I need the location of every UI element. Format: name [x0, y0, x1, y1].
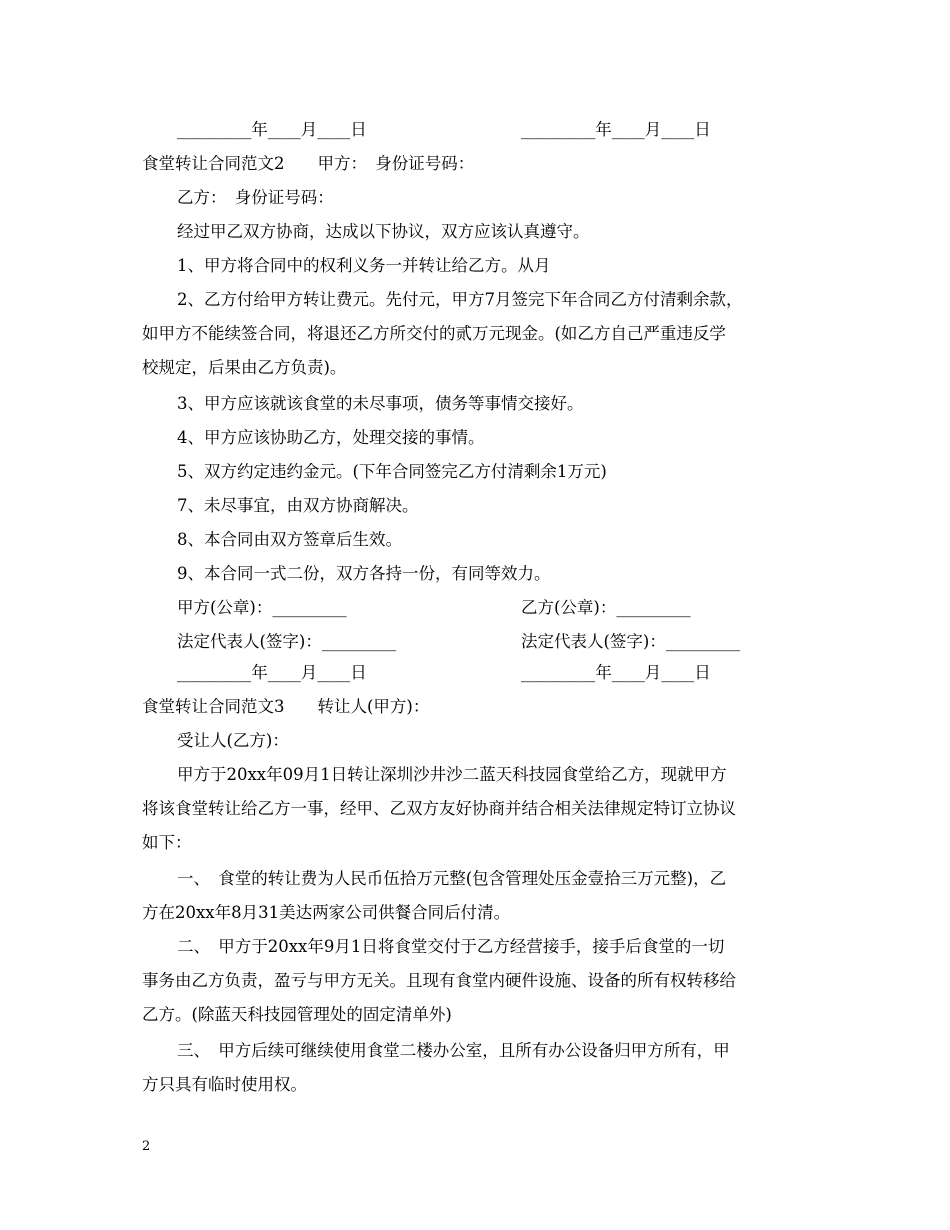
text-line: 方在20xx年8月31美达两家公司供餐合同后付清。 [142, 903, 511, 922]
text-line: 事务由乙方负责，盈亏与甲方无关。且现有食堂内硬件设施、设备的所有权转移给 [142, 971, 736, 990]
clause-7: 7、未尽事宜，由双方协商解决。 [177, 496, 419, 515]
date-line-left-1: _________年____月____日 [177, 120, 367, 139]
text-line: 乙方： 身份证号码： [177, 188, 334, 207]
section-heading-2: 食堂转让合同范文2 甲方： 身份证号码： [142, 154, 475, 173]
text-line: 如甲方不能续签合同，将退还乙方所交付的贰万元现金。(如乙方自己严重违反学 [142, 324, 726, 343]
clause-5: 5、双方约定违约金元。(下年合同签完乙方付清剩余1万元) [177, 462, 607, 481]
party-b-seal: 乙方(公章)：_________ [521, 598, 691, 617]
section-heading-3: 食堂转让合同范文3 转让人(甲方)： [142, 697, 430, 716]
text-line: 如下： [142, 833, 192, 852]
text-line: 校规定，后果由乙方负责)。 [142, 358, 347, 377]
article-2: 二、 甲方于20xx年9月1日将食堂交付于乙方经营接手，接手后食堂的一切 [177, 937, 725, 956]
date-line-right-1: _________年____月____日 [521, 120, 711, 139]
clause-3: 3、甲方应该就该食堂的未尽事项，债务等事情交接好。 [177, 394, 584, 413]
text-line: 乙方。(除蓝天科技园管理处的固定清单外) [142, 1005, 452, 1024]
article-3: 三、 甲方后续可继续使用食堂二楼办公室，且所有办公设备归甲方所有，甲 [177, 1041, 730, 1060]
text-line: 受让人(乙方)： [177, 731, 289, 750]
text-line: 经过甲乙双方协商，达成以下协议，双方应该认真遵守。 [177, 222, 590, 241]
page-number: 2 [142, 1139, 151, 1154]
party-a-representative: 法定代表人(签字)：_________ [177, 632, 397, 651]
party-a-seal: 甲方(公章)：_________ [177, 598, 347, 617]
clause-1: 1、甲方将合同中的权利义务一并转让给乙方。从月 [177, 256, 551, 275]
text-line: 甲方于20xx年09月1日转让深圳沙井沙二蓝天科技园食堂给乙方，现就甲方 [177, 765, 727, 784]
clause-2: 2、乙方付给甲方转让费元。先付元，甲方7月签完下年合同乙方付清剩余款， [177, 290, 743, 309]
article-1: 一、 食堂的转让费为人民币伍拾万元整(包含管理处压金壹拾三万元整)，乙 [177, 869, 727, 888]
clause-9: 9、本合同一式二份，双方各持一份，有同等效力。 [177, 564, 551, 583]
text-line: 方只具有临时使用权。 [142, 1075, 307, 1094]
date-line-left-2: _________年____月____日 [177, 663, 367, 682]
clause-4: 4、甲方应该协助乙方，处理交接的事情。 [177, 428, 485, 447]
clause-8: 8、本合同由双方签章后生效。 [177, 530, 402, 549]
party-b-representative: 法定代表人(签字)：_________ [521, 632, 741, 651]
date-line-right-2: _________年____月____日 [521, 663, 711, 682]
text-line: 将该食堂转让给乙方一事，经甲、乙双方友好协商并结合相关法律规定特订立协议 [142, 799, 736, 818]
